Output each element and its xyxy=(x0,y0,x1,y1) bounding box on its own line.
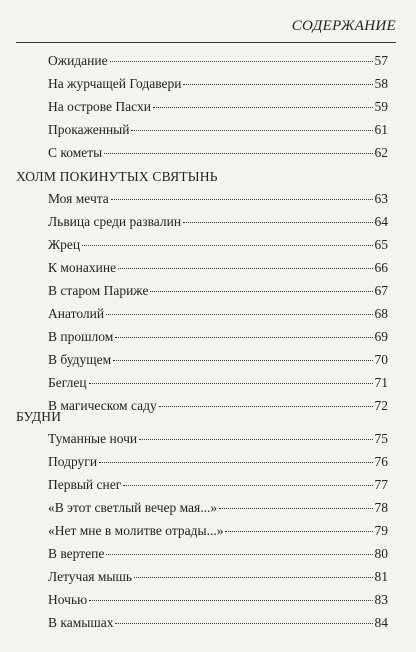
toc-entry-page: 72 xyxy=(374,398,388,413)
dot-leader xyxy=(183,222,372,223)
toc-entry xyxy=(48,328,388,346)
toc-entry-page: 67 xyxy=(374,283,388,298)
toc-entry xyxy=(48,522,388,540)
toc-entry-page: 68 xyxy=(374,306,388,321)
toc-entry-page: 80 xyxy=(374,546,388,561)
toc-entry-page: 69 xyxy=(374,329,388,344)
dot-leader xyxy=(225,531,372,532)
toc-entry xyxy=(48,614,388,632)
toc-entry-title: К монахине xyxy=(48,260,117,275)
toc-entry-title: С кометы xyxy=(48,145,103,160)
toc-entry xyxy=(48,430,388,448)
toc-entry xyxy=(48,213,388,231)
dot-leader xyxy=(159,406,373,407)
dot-leader xyxy=(106,554,372,555)
toc-entry xyxy=(48,236,388,254)
toc-entry xyxy=(48,351,388,369)
toc-entry xyxy=(48,397,388,415)
dot-leader xyxy=(110,61,373,62)
dot-leader xyxy=(134,577,372,578)
toc-entry-title: Летучая мышь xyxy=(48,569,133,584)
toc-entry-page: 57 xyxy=(374,53,388,68)
dot-leader xyxy=(131,130,372,131)
dot-leader xyxy=(150,291,372,292)
toc-entry-page: 77 xyxy=(374,477,388,492)
toc-entry-title: В старом Париже xyxy=(48,283,149,298)
toc-entry-title: Прокаженный xyxy=(48,122,130,137)
toc-entry-title: В вертепе xyxy=(48,546,105,561)
toc-entry xyxy=(48,282,388,300)
dot-leader xyxy=(183,84,372,85)
toc-entry-page: 75 xyxy=(374,431,388,446)
toc-entry-title: Туманные ночи xyxy=(48,431,138,446)
toc-entry-page: 71 xyxy=(374,375,388,390)
toc-entry xyxy=(48,259,388,277)
toc-entry xyxy=(48,98,388,116)
toc-entry-title: «Нет мне в молитве отрады...» xyxy=(48,523,224,538)
toc-entry-page: 78 xyxy=(374,500,388,515)
toc-entry xyxy=(48,121,388,139)
dot-leader xyxy=(111,199,373,200)
dot-leader xyxy=(219,508,372,509)
toc-entry-page: 61 xyxy=(374,122,388,137)
toc-entry xyxy=(48,75,388,93)
toc-entry-page: 81 xyxy=(374,569,388,584)
toc-entry-title: На острове Пасхи xyxy=(48,99,151,114)
dot-leader xyxy=(113,360,372,361)
dot-leader xyxy=(89,600,372,601)
dot-leader xyxy=(118,268,372,269)
dot-leader xyxy=(89,383,373,384)
toc-entry xyxy=(48,591,388,609)
toc-entry xyxy=(48,545,388,563)
toc-entry-page: 83 xyxy=(374,592,388,607)
toc-entry-title: Ожидание xyxy=(48,53,108,68)
dot-leader xyxy=(139,439,372,440)
toc-entry xyxy=(48,305,388,323)
toc-entry-title: Анатолий xyxy=(48,306,105,321)
dot-leader xyxy=(104,153,372,154)
toc-entry xyxy=(48,190,388,208)
toc-entry-title: Моя мечта xyxy=(48,191,109,206)
toc-entry-title: Беглец xyxy=(48,375,87,390)
toc-entry-page: 63 xyxy=(374,191,388,206)
dot-leader xyxy=(115,623,372,624)
toc-entry-title: В прошлом xyxy=(48,329,114,344)
toc-entry-title: «В этот светлый вечер мая...» xyxy=(48,500,218,515)
toc-entry xyxy=(48,52,388,70)
toc-entry xyxy=(48,476,388,494)
toc-entry xyxy=(48,144,388,162)
toc-entry xyxy=(48,568,388,586)
section-heading: ХОЛМ ПОКИНУТЫХ СВЯТЫНЬ xyxy=(16,169,218,184)
toc-entry-page: 65 xyxy=(374,237,388,252)
toc-entry-page: 66 xyxy=(374,260,388,275)
toc-entry-page: 64 xyxy=(374,214,388,229)
toc-entry-title: Ночью xyxy=(48,592,88,607)
toc-entry xyxy=(48,374,388,392)
dot-leader xyxy=(153,107,373,108)
running-head-title: СОДЕРЖАНИЕ xyxy=(291,18,396,34)
toc-entry-page: 59 xyxy=(374,99,388,114)
dot-leader xyxy=(99,462,372,463)
dot-leader xyxy=(106,314,372,315)
toc-entry-page: 84 xyxy=(374,615,388,630)
section-heading: БУДНИ xyxy=(16,409,62,424)
toc-entry-title: В магическом саду xyxy=(48,398,157,413)
toc-entry xyxy=(48,453,388,471)
toc-entry xyxy=(48,499,388,517)
dot-leader xyxy=(82,245,372,246)
toc-entry-title: Первый снег xyxy=(48,477,122,492)
toc-entry-title: На журчащей Годавери xyxy=(48,76,182,91)
toc-entry-title: В камышах xyxy=(48,615,114,630)
toc-entry-title: Жрец xyxy=(48,237,81,252)
toc-entry-page: 58 xyxy=(374,76,388,91)
toc-entry-title: В будущем xyxy=(48,352,112,367)
toc-entry-title: Львица среди развалин xyxy=(48,214,182,229)
toc-entry-page: 62 xyxy=(374,145,388,160)
toc-entry-page: 70 xyxy=(374,352,388,367)
dot-leader xyxy=(123,485,372,486)
toc-entry-page: 76 xyxy=(374,454,388,469)
toc-entry-page: 79 xyxy=(374,523,388,538)
toc-entry-title: Подруги xyxy=(48,454,98,469)
dot-leader xyxy=(115,337,372,338)
